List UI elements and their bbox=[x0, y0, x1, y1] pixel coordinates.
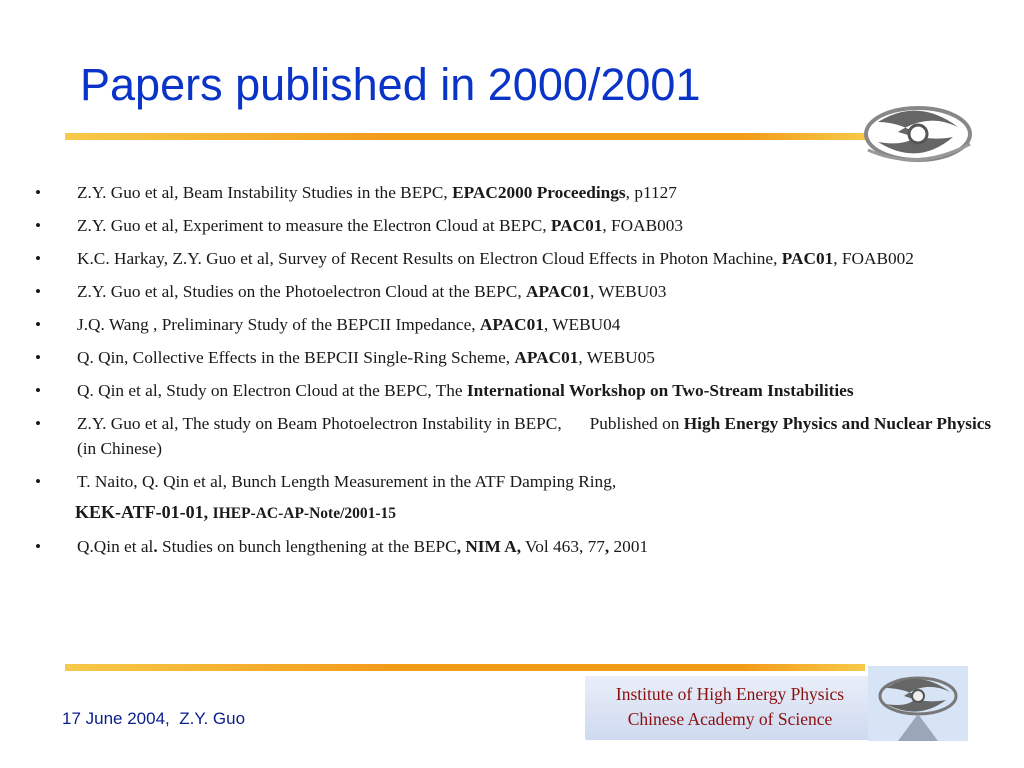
publication-list bbox=[35, 180, 995, 567]
ihep-logo-icon bbox=[858, 92, 978, 176]
list-item: • Z.Y. Guo et al, The study on Beam Photoelectron Instability in BEPC, Published on High Energy Physics and Nuclear Physics (in Chinese) bbox=[35, 411, 995, 461]
institute-banner bbox=[585, 676, 875, 740]
list-item: • K.C. Harkay, Z.Y. Guo et al, Survey of Recent Results on Electron Cloud Effects in Photon Machine, PAC01, FOAB002 bbox=[35, 246, 995, 271]
institute-name: Institute of High Energy Physics bbox=[615, 684, 845, 704]
list-item: • T. Naito, Q. Qin et al, Bunch Length Measurement in the ATF Damping Ring, bbox=[35, 469, 995, 494]
list-item-continuation: KEK-ATF-01-01, IHEP-AC-AP-Note/2001-15 bbox=[75, 502, 397, 522]
slide-title: Papers published in 2000/2001 bbox=[80, 59, 701, 110]
ihep-emblem-icon bbox=[868, 666, 968, 741]
list-item: • Z.Y. Guo et al, Beam Instability Studies in the BEPC, EPAC2000 Proceedings, p1127 bbox=[35, 180, 995, 205]
academy-name: Chinese Academy of Science bbox=[627, 709, 833, 729]
list-item: • Z.Y. Guo et al, Experiment to measure the Electron Cloud at BEPC, PAC01, FOAB003 bbox=[35, 213, 995, 238]
list-item: • Q.Qin et al. Studies on bunch lengthening at the BEPC, NIM A, Vol 463, 77, 2001 bbox=[35, 534, 995, 559]
list-item: • J.Q. Wang , Preliminary Study of the BEPCII Impedance, APAC01, WEBU04 bbox=[35, 312, 995, 337]
title-divider bbox=[65, 133, 865, 140]
list-item: • Q. Qin, Collective Effects in the BEPCII Single-Ring Scheme, APAC01, WEBU05 bbox=[35, 345, 995, 370]
list-item: • Z.Y. Guo et al, Studies on the Photoelectron Cloud at the BEPC, APAC01, WEBU03 bbox=[35, 279, 995, 304]
list-item: • Q. Qin et al, Study on Electron Cloud at the BEPC, The International Workshop on Two-Stream Instabilities bbox=[35, 378, 995, 403]
footer-divider bbox=[65, 664, 865, 671]
footer-date-author: 17 June 2004, Z.Y. Guo bbox=[62, 709, 246, 728]
